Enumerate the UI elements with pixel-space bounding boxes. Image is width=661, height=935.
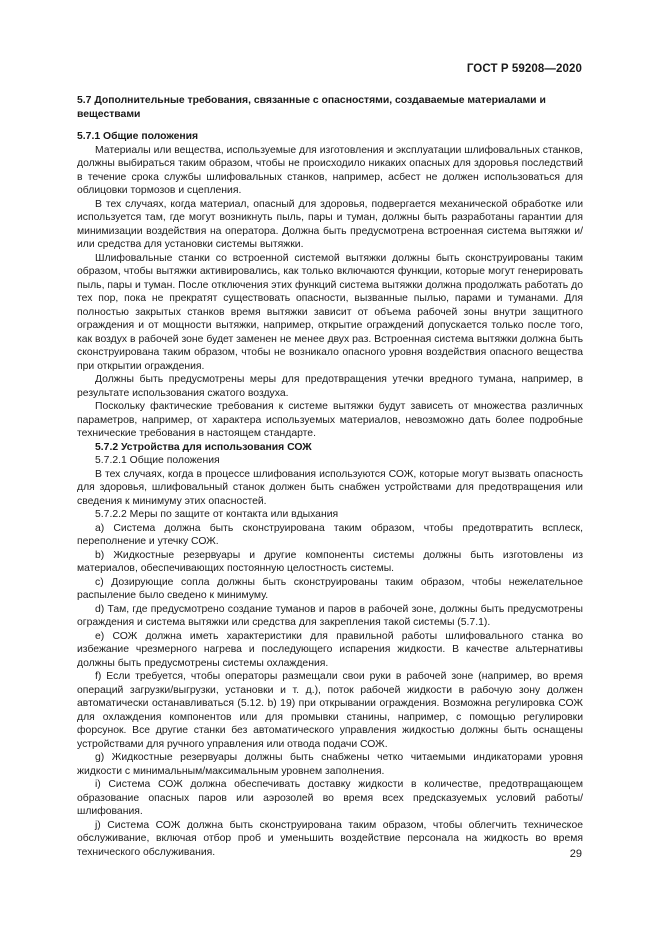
clause-title: 5.7.2.1 Общие положения xyxy=(95,455,220,466)
paragraph: В тех случаях, когда материал, опасный для здоровья, подвергается механической обработке или используется там, где могут возникнуть пыль, пары и туман, должны быть разработаны гарантии для минимизации воздействия на оператора. Должна быть предусмотрена встроенная система вытяжки и/или средства для установки системы вытяжки. xyxy=(77,198,583,250)
list-item: e) СОЖ должна иметь характеристики для правильной работы шлифовального станка во избежание чрезмерного нагрева и последующего испарения жидкости. В качестве альтернативы должны быть предусмотрены системы охлаждения. xyxy=(77,630,583,669)
list-item: i) Система СОЖ должна обеспечивать доставку жидкости в количестве, предотвращающем образование опасных паров или аэрозолей во время всех предсказуемых условий работы/шлифования. xyxy=(77,779,583,817)
clause-title: 5.7.2.2 Меры по защите от контакта или вдыхания xyxy=(95,509,339,520)
list-item: b) Жидкостные резервуары и другие компоненты системы должны быть изготовлены из материалов, обеспечивающих постоянную целостность системы. xyxy=(77,549,583,574)
paragraph: Должны быть предусмотрены меры для предотвращения утечки вредного тумана, например, в результате использования сжатого воздуха. xyxy=(77,374,583,399)
section-title: 5.7 Дополнительные требования, связанные с опасностями, создаваемые материалами и веществами xyxy=(77,95,546,120)
list-item: g) Жидкостные резервуары должны быть снабжены четко читаемыми индикаторами уровня жидкости с минимальным/максимальным уровнем заполнения. xyxy=(77,752,583,777)
subsection-title: 5.7.1 Общие положения xyxy=(77,131,199,142)
paragraph: Материалы или вещества, используемые для изготовления и эксплуатации шлифовальных станков, должны выбираться таким образом, чтобы не происходило никаких опасных для здоровья последствий в течение срока службы шлифовальных станков, например, асбест не должен использоваться для облицовки тормозов и сцепления. xyxy=(77,144,583,196)
document-body xyxy=(77,94,583,859)
list-item: f) Если требуется, чтобы операторы размещали свои руки в рабочей зоне (например, во время операций загрузки/выгрузки, установки и т. д.), поток рабочей жидкости в рабочую зону должен автоматически останавливаться (5.12. b) 19) при открывании ограждения. Возможна регулировка СОЖ для охлаждения компонентов или для промывки станины, например, с помощью регулировки форсунок. Все другие станки без автоматического управления жидкостью должны быть оснащены устройствами для ручного управления или отвода подачи СОЖ. xyxy=(77,671,583,750)
page-number: 29 xyxy=(569,848,582,860)
subsection-title: 5.7.2 Устройства для использования СОЖ xyxy=(95,441,312,453)
paragraph: Поскольку фактические требования к системе вытяжки будут зависеть от множества различных параметров, например, от характера используемых материалов, невозможно дать более подробные технические требования в настоящем стандарте. xyxy=(77,401,583,439)
document-code: ГОСТ Р 59208—2020 xyxy=(466,63,582,75)
paragraph: Шлифовальные станки со встроенной системой вытяжки должны быть сконструированы таким образом, чтобы вытяжки активировались, как только включаются функции, которые могут генерировать пыль, пары и туман. После отключения этих функций система вытяжки должна продолжать работать до тех пор, пока не прекратят существовать опасности, вызванные пылью, парами и туманами. Для полностью закрытых станков время вытяжки зависит от объема рабочей зоны внутри защитного ограждения и от мощности вытяжки, например, открытие ограждений допускается только после того, как воздух в рабочей зоне будет заменен не менее двух раз. Встроенная система вытяжки должна быть сконструирована таким образом, чтобы не возникало опасного уровня воздействия опасного вещества при открытии ограждения. xyxy=(77,252,583,372)
paragraph: В тех случаях, когда в процессе шлифования используются СОЖ, которые могут вызвать опасность для здоровья, шлифовальный станок должен быть снабжен устройствами для предотвращения или сведения к минимуму этих опасностей. xyxy=(77,468,583,507)
list-item: а) Система должна быть сконструирована таким образом, чтобы предотвратить всплеск, переполнение и утечку СОЖ. xyxy=(77,522,583,547)
list-item: j) Система СОЖ должна быть сконструирована таким образом, чтобы облегчить техническое обслуживание, включая отбор проб и уменьшить воздействие персонала на жидкость во время технического обслуживания. xyxy=(77,819,583,858)
list-item: c) Дозирующие сопла должны быть сконструированы таким образом, чтобы нежелательное распыление было сведено к минимуму. xyxy=(77,576,583,601)
list-item: d) Там, где предусмотрено создание туманов и паров в рабочей зоне, должны быть предусмотрены ограждения и система вытяжки или средства для закрепления такой системы (5.7.1). xyxy=(77,603,583,628)
